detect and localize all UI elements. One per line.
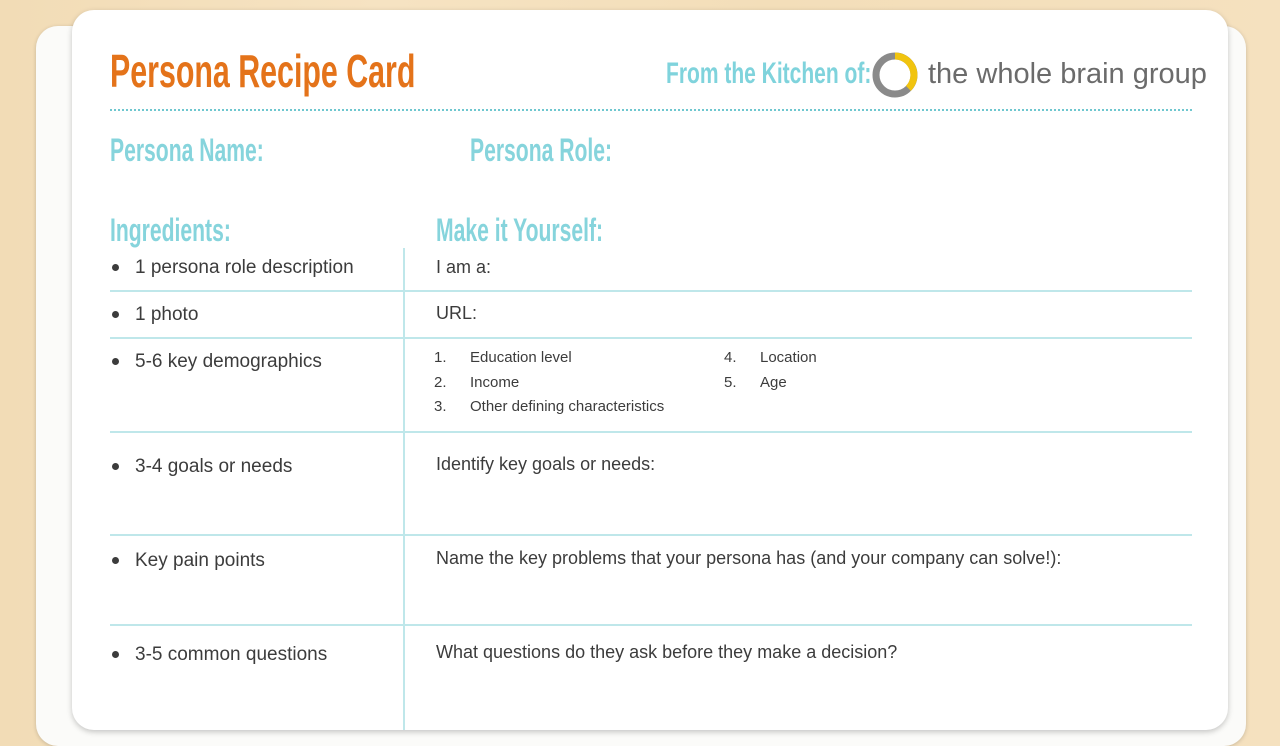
recipe-card [72, 10, 1228, 730]
row-divider [110, 624, 1192, 626]
ingredient-item [110, 456, 292, 478]
demographic-item: 5. Age [724, 374, 787, 391]
instruction-text: What questions do they ask before they make a decision? [436, 642, 898, 662]
demographic-item: 3. Other defining characteristics [434, 398, 665, 415]
header-divider [110, 109, 1192, 111]
brand-logo-icon [870, 50, 922, 102]
bullet-icon [112, 651, 119, 658]
instruction-text: Name the key problems that your persona has (and your company can solve!): [436, 548, 1062, 568]
row-divider [110, 290, 1192, 292]
persona-role-label: Persona Role: [470, 132, 613, 168]
brand-name: the whole brain group [928, 58, 1207, 90]
bullet-icon [112, 264, 119, 271]
row-divider [110, 534, 1192, 536]
row-divider [110, 337, 1192, 339]
instruction-text: Identify key goals or needs: [436, 454, 656, 474]
make-it-yourself-heading: Make it Yourself: [436, 212, 604, 248]
ingredient-item [110, 304, 198, 326]
column-divider [403, 248, 405, 730]
ingredient-item [110, 644, 327, 666]
ingredient-text: 1 persona role description [135, 257, 354, 278]
bullet-icon [112, 463, 119, 470]
demographic-item: 1. Education level [434, 349, 572, 366]
ingredient-text: Key pain points [135, 550, 265, 571]
demographic-item: 4. Location [724, 349, 817, 366]
instruction-text: I am a: [436, 257, 492, 277]
demographic-item: 2. Income [434, 374, 520, 391]
instruction-text: URL: [436, 303, 478, 323]
kitchen-label: From the Kitchen of: [666, 57, 872, 90]
ingredients-heading: Ingredients: [110, 212, 231, 248]
persona-name-label: Persona Name: [110, 132, 264, 168]
ingredient-item [110, 550, 265, 572]
ingredient-item [110, 257, 354, 279]
bullet-icon [112, 311, 119, 318]
ingredient-text: 1 photo [135, 304, 199, 325]
bullet-icon [112, 358, 119, 365]
ingredient-item [110, 351, 322, 373]
ingredient-text: 3-4 goals or needs [135, 456, 293, 477]
ingredient-text: 3-5 common questions [135, 644, 328, 665]
card-title: Persona Recipe Card [110, 45, 416, 97]
bullet-icon [112, 557, 119, 564]
row-divider [110, 431, 1192, 433]
ingredient-text: 5-6 key demographics [135, 351, 322, 372]
